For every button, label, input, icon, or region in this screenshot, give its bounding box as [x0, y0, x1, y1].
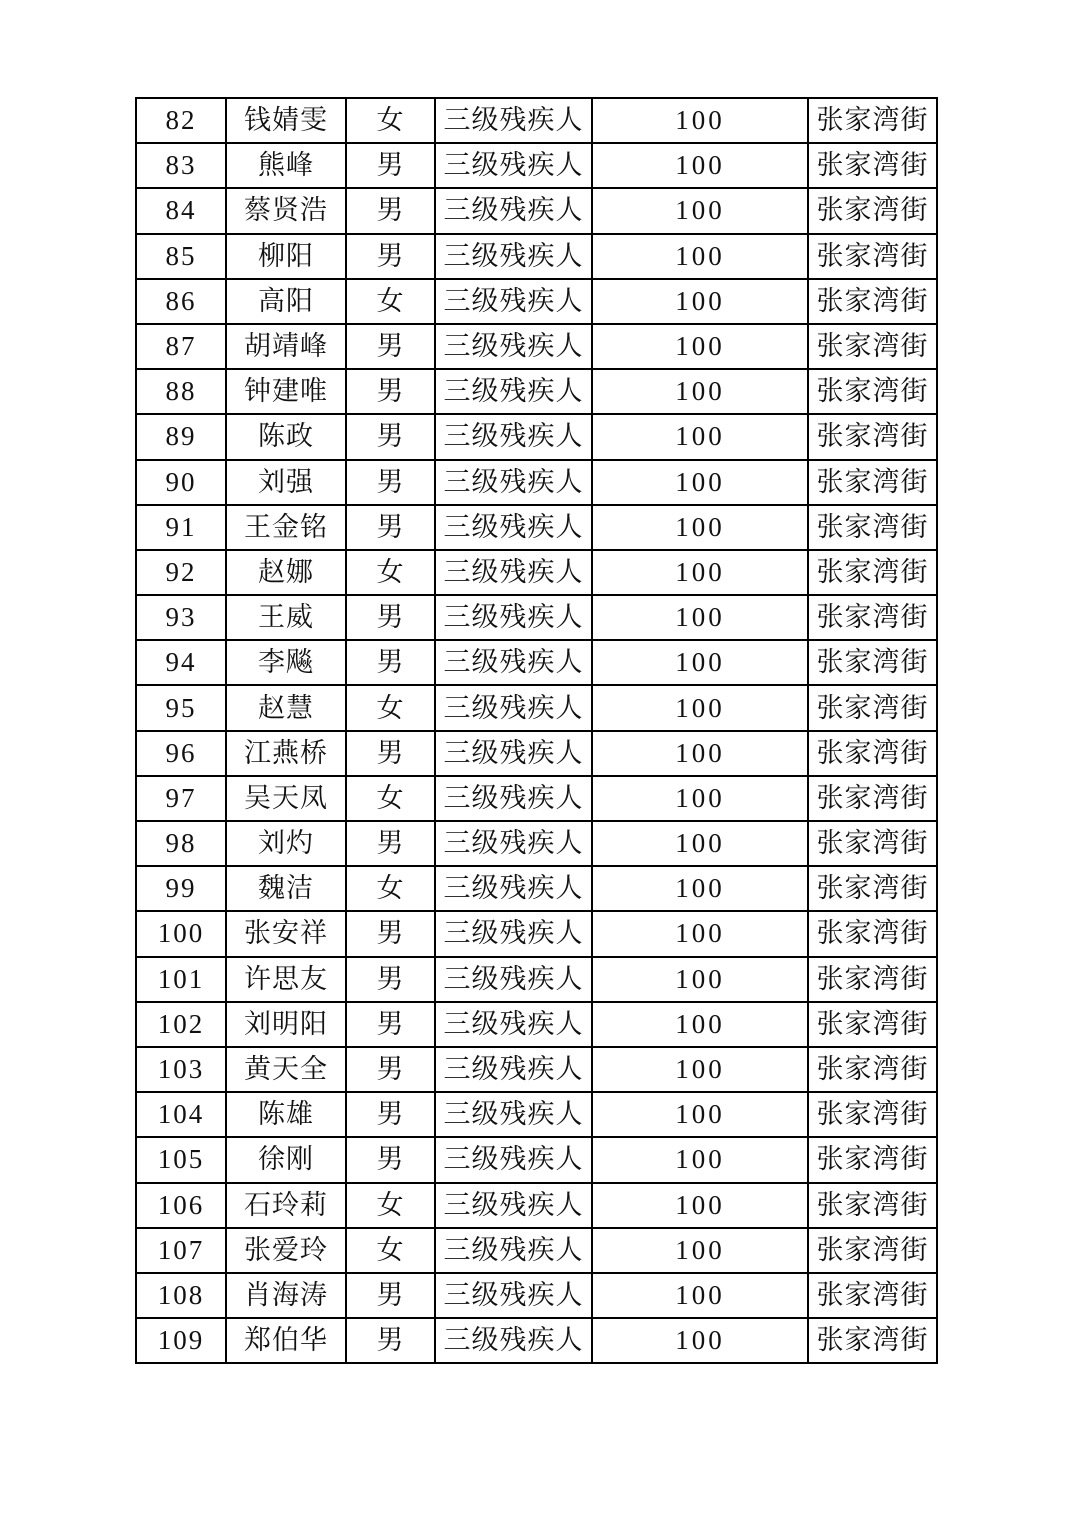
street-cell: 张家湾街 — [808, 188, 937, 233]
table-row — [136, 1002, 937, 1047]
table-row — [136, 324, 937, 369]
disability-level-cell: 三级残疾人 — [435, 188, 592, 233]
gender-cell: 男 — [346, 595, 435, 640]
table-row — [136, 776, 937, 821]
disability-level-cell: 三级残疾人 — [435, 911, 592, 956]
amount-cell: 100 — [592, 1047, 808, 1092]
table-row — [136, 1318, 937, 1363]
amount-cell: 100 — [592, 369, 808, 414]
amount-cell: 100 — [592, 640, 808, 685]
amount-cell: 100 — [592, 685, 808, 730]
street-cell: 张家湾街 — [808, 1228, 937, 1273]
street-cell: 张家湾街 — [808, 234, 937, 279]
gender-cell: 男 — [346, 505, 435, 550]
row-number-cell: 85 — [136, 234, 226, 279]
amount-cell: 100 — [592, 1228, 808, 1273]
street-cell: 张家湾街 — [808, 685, 937, 730]
street-cell: 张家湾街 — [808, 1092, 937, 1137]
row-number-cell: 103 — [136, 1047, 226, 1092]
amount-cell: 100 — [592, 505, 808, 550]
gender-cell: 男 — [346, 957, 435, 1002]
row-number-cell: 100 — [136, 911, 226, 956]
name-cell: 刘明阳 — [226, 1002, 346, 1047]
row-number-cell: 104 — [136, 1092, 226, 1137]
disability-level-cell: 三级残疾人 — [435, 98, 592, 143]
street-cell: 张家湾街 — [808, 1273, 937, 1318]
street-cell: 张家湾街 — [808, 776, 937, 821]
amount-cell: 100 — [592, 1273, 808, 1318]
gender-cell: 女 — [346, 279, 435, 324]
disability-level-cell: 三级残疾人 — [435, 1092, 592, 1137]
row-number-cell: 90 — [136, 460, 226, 505]
row-number-cell: 82 — [136, 98, 226, 143]
disability-level-cell: 三级残疾人 — [435, 143, 592, 188]
disability-level-cell: 三级残疾人 — [435, 1047, 592, 1092]
disability-level-cell: 三级残疾人 — [435, 821, 592, 866]
table-row — [136, 1092, 937, 1137]
row-number-cell: 86 — [136, 279, 226, 324]
name-cell: 胡靖峰 — [226, 324, 346, 369]
table-row — [136, 1137, 937, 1182]
amount-cell: 100 — [592, 957, 808, 1002]
disability-level-cell: 三级残疾人 — [435, 595, 592, 640]
row-number-cell: 88 — [136, 369, 226, 414]
name-cell: 刘强 — [226, 460, 346, 505]
amount-cell: 100 — [592, 414, 808, 459]
table-row — [136, 1047, 937, 1092]
gender-cell: 女 — [346, 776, 435, 821]
name-cell: 赵慧 — [226, 685, 346, 730]
amount-cell: 100 — [592, 776, 808, 821]
disability-level-cell: 三级残疾人 — [435, 505, 592, 550]
gender-cell: 男 — [346, 640, 435, 685]
row-number-cell: 91 — [136, 505, 226, 550]
street-cell: 张家湾街 — [808, 957, 937, 1002]
row-number-cell: 87 — [136, 324, 226, 369]
amount-cell: 100 — [592, 460, 808, 505]
street-cell: 张家湾街 — [808, 640, 937, 685]
name-cell: 王威 — [226, 595, 346, 640]
table-row — [136, 1183, 937, 1228]
gender-cell: 男 — [346, 911, 435, 956]
name-cell: 肖海涛 — [226, 1273, 346, 1318]
amount-cell: 100 — [592, 866, 808, 911]
name-cell: 郑伯华 — [226, 1318, 346, 1363]
name-cell: 许思友 — [226, 957, 346, 1002]
table-row — [136, 143, 937, 188]
table-row — [136, 414, 937, 459]
street-cell: 张家湾街 — [808, 821, 937, 866]
name-cell: 徐刚 — [226, 1137, 346, 1182]
row-number-cell: 83 — [136, 143, 226, 188]
street-cell: 张家湾街 — [808, 460, 937, 505]
amount-cell: 100 — [592, 595, 808, 640]
disability-level-cell: 三级残疾人 — [435, 369, 592, 414]
table-row — [136, 685, 937, 730]
row-number-cell: 84 — [136, 188, 226, 233]
name-cell: 张安祥 — [226, 911, 346, 956]
amount-cell: 100 — [592, 1092, 808, 1137]
name-cell: 陈雄 — [226, 1092, 346, 1137]
disability-level-cell: 三级残疾人 — [435, 414, 592, 459]
name-cell: 张爱玲 — [226, 1228, 346, 1273]
street-cell: 张家湾街 — [808, 369, 937, 414]
gender-cell: 女 — [346, 1228, 435, 1273]
disability-level-cell: 三级残疾人 — [435, 731, 592, 776]
row-number-cell: 99 — [136, 866, 226, 911]
gender-cell: 男 — [346, 143, 435, 188]
street-cell: 张家湾街 — [808, 1002, 937, 1047]
street-cell: 张家湾街 — [808, 324, 937, 369]
row-number-cell: 108 — [136, 1273, 226, 1318]
street-cell: 张家湾街 — [808, 98, 937, 143]
name-cell: 王金铭 — [226, 505, 346, 550]
disability-level-cell: 三级残疾人 — [435, 460, 592, 505]
row-number-cell: 101 — [136, 957, 226, 1002]
street-cell: 张家湾街 — [808, 1318, 937, 1363]
gender-cell: 男 — [346, 369, 435, 414]
name-cell: 黄天全 — [226, 1047, 346, 1092]
street-cell: 张家湾街 — [808, 595, 937, 640]
table-row — [136, 595, 937, 640]
row-number-cell: 109 — [136, 1318, 226, 1363]
gender-cell: 男 — [346, 1137, 435, 1182]
gender-cell: 男 — [346, 324, 435, 369]
street-cell: 张家湾街 — [808, 1137, 937, 1182]
amount-cell: 100 — [592, 1137, 808, 1182]
disability-level-cell: 三级残疾人 — [435, 1318, 592, 1363]
name-cell: 高阳 — [226, 279, 346, 324]
street-cell: 张家湾街 — [808, 731, 937, 776]
row-number-cell: 98 — [136, 821, 226, 866]
gender-cell: 男 — [346, 188, 435, 233]
street-cell: 张家湾街 — [808, 143, 937, 188]
gender-cell: 男 — [346, 234, 435, 279]
gender-cell: 男 — [346, 1273, 435, 1318]
name-cell: 刘灼 — [226, 821, 346, 866]
disability-level-cell: 三级残疾人 — [435, 1183, 592, 1228]
gender-cell: 女 — [346, 685, 435, 730]
name-cell: 江燕桥 — [226, 731, 346, 776]
row-number-cell: 106 — [136, 1183, 226, 1228]
gender-cell: 男 — [346, 460, 435, 505]
disability-level-cell: 三级残疾人 — [435, 685, 592, 730]
disability-level-cell: 三级残疾人 — [435, 1137, 592, 1182]
amount-cell: 100 — [592, 143, 808, 188]
row-number-cell: 96 — [136, 731, 226, 776]
row-number-cell: 92 — [136, 550, 226, 595]
name-cell: 吴天凤 — [226, 776, 346, 821]
roster-table-body — [136, 98, 937, 1363]
disability-level-cell: 三级残疾人 — [435, 234, 592, 279]
row-number-cell: 94 — [136, 640, 226, 685]
amount-cell: 100 — [592, 188, 808, 233]
street-cell: 张家湾街 — [808, 279, 937, 324]
amount-cell: 100 — [592, 1002, 808, 1047]
gender-cell: 男 — [346, 1047, 435, 1092]
row-number-cell: 95 — [136, 685, 226, 730]
table-row — [136, 460, 937, 505]
roster-table — [135, 97, 938, 1364]
row-number-cell: 105 — [136, 1137, 226, 1182]
name-cell: 石玲莉 — [226, 1183, 346, 1228]
name-cell: 熊峰 — [226, 143, 346, 188]
amount-cell: 100 — [592, 1183, 808, 1228]
disability-level-cell: 三级残疾人 — [435, 776, 592, 821]
table-row — [136, 279, 937, 324]
street-cell: 张家湾街 — [808, 1183, 937, 1228]
gender-cell: 男 — [346, 821, 435, 866]
disability-level-cell: 三级残疾人 — [435, 1273, 592, 1318]
amount-cell: 100 — [592, 234, 808, 279]
row-number-cell: 102 — [136, 1002, 226, 1047]
amount-cell: 100 — [592, 98, 808, 143]
table-row — [136, 550, 937, 595]
gender-cell: 女 — [346, 1183, 435, 1228]
amount-cell: 100 — [592, 550, 808, 595]
table-row — [136, 640, 937, 685]
disability-level-cell: 三级残疾人 — [435, 640, 592, 685]
amount-cell: 100 — [592, 1318, 808, 1363]
table-row — [136, 911, 937, 956]
name-cell: 魏洁 — [226, 866, 346, 911]
street-cell: 张家湾街 — [808, 550, 937, 595]
name-cell: 钟建唯 — [226, 369, 346, 414]
street-cell: 张家湾街 — [808, 1047, 937, 1092]
name-cell: 陈政 — [226, 414, 346, 459]
street-cell: 张家湾街 — [808, 866, 937, 911]
disability-level-cell: 三级残疾人 — [435, 957, 592, 1002]
table-row — [136, 821, 937, 866]
table-row — [136, 1273, 937, 1318]
table-row — [136, 234, 937, 279]
table-row — [136, 957, 937, 1002]
disability-level-cell: 三级残疾人 — [435, 1228, 592, 1273]
name-cell: 柳阳 — [226, 234, 346, 279]
row-number-cell: 93 — [136, 595, 226, 640]
table-row — [136, 505, 937, 550]
gender-cell: 男 — [346, 414, 435, 459]
disability-level-cell: 三级残疾人 — [435, 1002, 592, 1047]
amount-cell: 100 — [592, 731, 808, 776]
street-cell: 张家湾街 — [808, 505, 937, 550]
gender-cell: 女 — [346, 866, 435, 911]
gender-cell: 男 — [346, 1092, 435, 1137]
table-row — [136, 98, 937, 143]
table-row — [136, 188, 937, 233]
disability-level-cell: 三级残疾人 — [435, 866, 592, 911]
name-cell: 赵娜 — [226, 550, 346, 595]
table-row — [136, 369, 937, 414]
table-row — [136, 731, 937, 776]
disability-level-cell: 三级残疾人 — [435, 550, 592, 595]
row-number-cell: 89 — [136, 414, 226, 459]
name-cell: 蔡贤浩 — [226, 188, 346, 233]
table-row — [136, 1228, 937, 1273]
amount-cell: 100 — [592, 821, 808, 866]
disability-level-cell: 三级残疾人 — [435, 324, 592, 369]
gender-cell: 女 — [346, 98, 435, 143]
table-row — [136, 866, 937, 911]
amount-cell: 100 — [592, 911, 808, 956]
gender-cell: 女 — [346, 550, 435, 595]
amount-cell: 100 — [592, 324, 808, 369]
name-cell: 钱婧雯 — [226, 98, 346, 143]
gender-cell: 男 — [346, 731, 435, 776]
gender-cell: 男 — [346, 1318, 435, 1363]
amount-cell: 100 — [592, 279, 808, 324]
street-cell: 张家湾街 — [808, 911, 937, 956]
disability-level-cell: 三级残疾人 — [435, 279, 592, 324]
row-number-cell: 97 — [136, 776, 226, 821]
name-cell: 李飚 — [226, 640, 346, 685]
row-number-cell: 107 — [136, 1228, 226, 1273]
street-cell: 张家湾街 — [808, 414, 937, 459]
gender-cell: 男 — [346, 1002, 435, 1047]
